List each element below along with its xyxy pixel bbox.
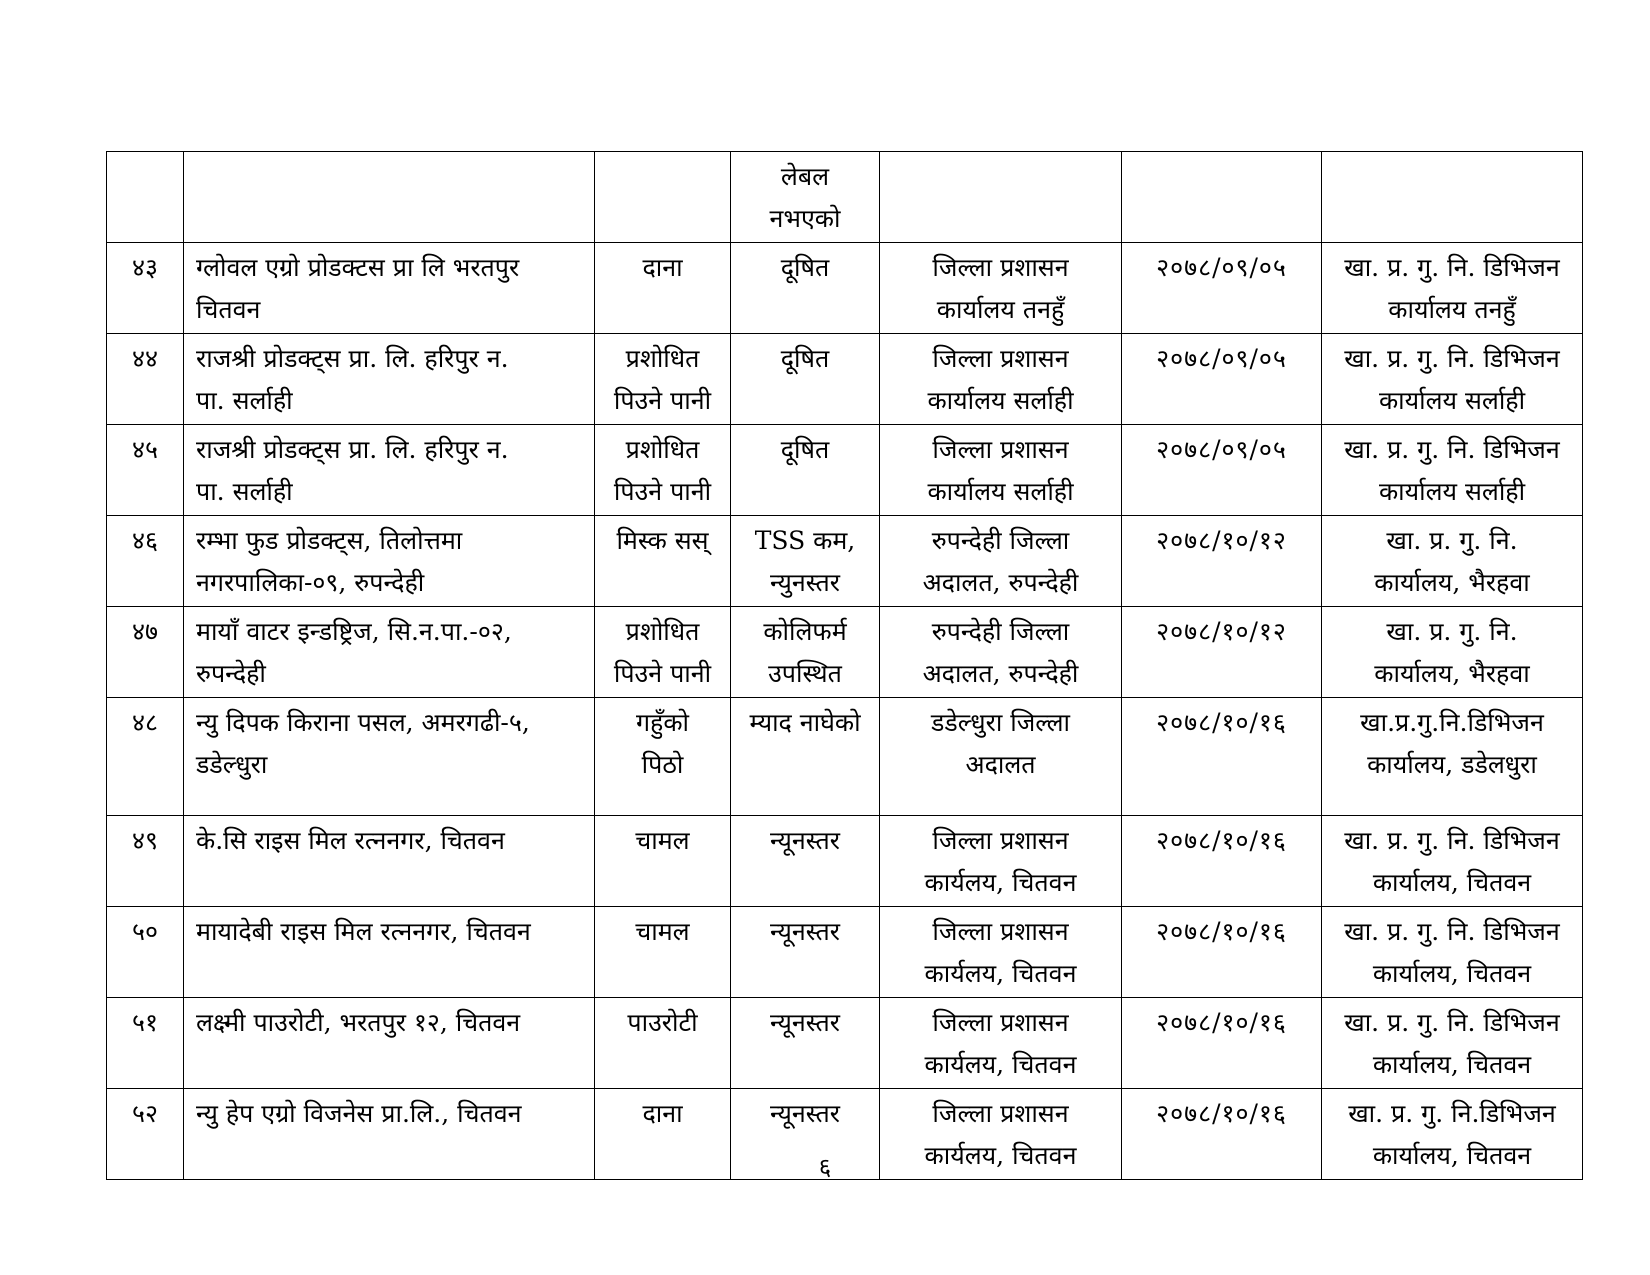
court-cell — [880, 907, 1122, 998]
serial-number-cell: ४७ — [107, 607, 184, 698]
firm-name-line: राजश्री प्रोडक्ट्स प्रा. लि. हरिपुर न. — [196, 435, 509, 464]
office-line: खा. प्र. गु. नि. — [1386, 617, 1518, 646]
product-line: प्रशोधित — [625, 435, 700, 464]
issue-line: लेबल — [780, 162, 830, 191]
product-line: प्रशोधित — [625, 617, 700, 646]
office-line: खा. प्र. गु. नि. डिभिजन — [1344, 344, 1560, 373]
product-cell — [595, 243, 731, 334]
office-cell — [1322, 998, 1583, 1089]
issue-line: न्यूनस्तर — [770, 826, 840, 855]
date-cell: २०७८/१०/१६ — [1122, 816, 1322, 907]
firm-name-line: डडेल्धुरा — [196, 750, 268, 779]
date-cell: २०७८/१०/१२ — [1122, 607, 1322, 698]
firm-name-cell — [184, 243, 595, 334]
firm-name-line: लक्ष्मी पाउरोटी, भरतपुर १२, चितवन — [196, 1008, 521, 1037]
date-cell: २०७८/०९/०५ — [1122, 425, 1322, 516]
court-line: कार्यालय सर्लाही — [927, 386, 1074, 415]
firm-name-cell — [184, 152, 595, 243]
firm-name-line: रम्भा फुड प्रोडक्ट्स, तिलोत्तमा — [196, 526, 463, 555]
firm-name-cell — [184, 816, 595, 907]
issue-line: दूषित — [780, 435, 830, 464]
office-line: कार्यालय, चितवन — [1372, 868, 1532, 897]
firm-name-cell — [184, 907, 595, 998]
court-cell — [880, 816, 1122, 907]
office-cell — [1322, 516, 1583, 607]
office-line: खा. प्र. गु. नि. डिभिजन — [1344, 917, 1560, 946]
date-cell: २०७८/१०/१६ — [1122, 698, 1322, 816]
office-line: कार्यालय, भैरहवा — [1374, 568, 1530, 597]
office-line: खा. प्र. गु. नि. — [1386, 526, 1518, 555]
office-line: कार्यालय, चितवन — [1372, 1141, 1532, 1170]
table-row — [107, 698, 1583, 816]
office-cell — [1322, 243, 1583, 334]
issue-cell — [731, 425, 880, 516]
office-line: कार्यालय, चितवन — [1372, 1050, 1532, 1079]
office-cell — [1322, 907, 1583, 998]
serial-number-cell: ५० — [107, 907, 184, 998]
product-line: दाना — [642, 1099, 683, 1128]
office-line: कार्यालय सर्लाही — [1378, 386, 1526, 415]
product-line: पिठो — [641, 750, 684, 779]
date-cell: २०७८/१०/१६ — [1122, 1089, 1322, 1180]
serial-number-cell: ४८ — [107, 698, 184, 816]
court-line: कार्यलय, चितवन — [924, 1141, 1077, 1170]
product-cell — [595, 907, 731, 998]
court-cell — [880, 334, 1122, 425]
issue-cell — [731, 607, 880, 698]
product-cell — [595, 152, 731, 243]
court-line: डडेल्धुरा जिल्ला — [931, 708, 1070, 737]
firm-name-line: मायादेबी राइस मिल रत्ननगर, चितवन — [196, 917, 531, 946]
issue-cell — [731, 334, 880, 425]
firm-name-line: न्यु दिपक किराना पसल, अमरगढी-५, — [196, 708, 530, 737]
serial-number-cell: ५२ — [107, 1089, 184, 1180]
issue-line: न्यूनस्तर — [770, 917, 840, 946]
issue-line: दूषित — [780, 253, 830, 282]
firm-name-line: ग्लोवल एग्रो प्रोडक्टस प्रा लि भरतपुर — [196, 253, 520, 282]
page-number: ६ — [818, 1153, 832, 1181]
serial-number-cell: ४९ — [107, 816, 184, 907]
firm-name-line: चितवन — [196, 295, 261, 324]
court-cell — [880, 607, 1122, 698]
issue-cell — [731, 698, 880, 816]
product-line: पिउने पानी — [613, 477, 712, 506]
issue-cell — [731, 243, 880, 334]
court-line: कार्यालय तनहुँ — [936, 295, 1065, 324]
court-cell — [880, 152, 1122, 243]
issue-cell — [731, 516, 880, 607]
data-table — [106, 151, 1583, 1180]
court-line: जिल्ला प्रशासन — [932, 826, 1069, 855]
product-line: मिस्क सस् — [616, 526, 709, 555]
court-line: जिल्ला प्रशासन — [932, 344, 1069, 373]
office-cell — [1322, 152, 1583, 243]
issue-cell — [731, 998, 880, 1089]
office-line: कार्यालय सर्लाही — [1378, 477, 1526, 506]
court-line: अदालत, रुपन्देही — [922, 568, 1079, 597]
firm-name-cell — [184, 607, 595, 698]
court-cell — [880, 516, 1122, 607]
firm-name-cell — [184, 516, 595, 607]
court-line: रुपन्देही जिल्ला — [931, 526, 1070, 555]
issue-line: म्याद नाघेको — [749, 708, 861, 737]
product-line: गहुँको — [635, 708, 690, 737]
office-line: कार्यालय, डडेलधुरा — [1367, 750, 1537, 779]
court-line: जिल्ला प्रशासन — [932, 253, 1069, 282]
office-line: खा.प्र.गु.नि.डिभिजन — [1360, 708, 1544, 737]
issue-line: न्यूनस्तर — [770, 1008, 840, 1037]
office-cell — [1322, 607, 1583, 698]
office-cell — [1322, 334, 1583, 425]
office-cell — [1322, 698, 1583, 816]
table-row — [107, 816, 1583, 907]
serial-number-cell: ४५ — [107, 425, 184, 516]
office-line: कार्यालय, चितवन — [1372, 959, 1532, 988]
serial-number-cell: ४४ — [107, 334, 184, 425]
office-line: कार्यालय तनहुँ — [1388, 295, 1516, 324]
date-cell: २०७८/१०/१६ — [1122, 998, 1322, 1089]
court-line: जिल्ला प्रशासन — [932, 1099, 1069, 1128]
serial-number-cell: ४३ — [107, 243, 184, 334]
issue-line: न्यूनस्तर — [770, 1099, 840, 1128]
date-cell: २०७८/०९/०५ — [1122, 334, 1322, 425]
issue-cell — [731, 816, 880, 907]
court-line: कार्यलय, चितवन — [924, 1050, 1077, 1079]
table-row — [107, 607, 1583, 698]
table-row — [107, 907, 1583, 998]
product-line: पिउने पानी — [613, 386, 712, 415]
firm-name-line: न्यु हेप एग्रो विजनेस प्रा.लि., चितवन — [196, 1099, 522, 1128]
firm-name-line: पा. सर्लाही — [196, 477, 293, 506]
product-line: पिउने पानी — [613, 659, 712, 688]
office-line: खा. प्र. गु. नि. डिभिजन — [1344, 1008, 1560, 1037]
issue-line: कोलिफर्म — [763, 617, 847, 646]
firm-name-cell — [184, 334, 595, 425]
office-line: खा. प्र. गु. नि. डिभिजन — [1344, 826, 1560, 855]
court-line: रुपन्देही जिल्ला — [931, 617, 1070, 646]
office-line: कार्यालय, भैरहवा — [1374, 659, 1530, 688]
table-body — [107, 152, 1583, 1180]
issue-line: उपस्थित — [768, 659, 842, 688]
firm-name-cell — [184, 425, 595, 516]
date-cell: २०७८/१०/१६ — [1122, 907, 1322, 998]
serial-number-cell: ४६ — [107, 516, 184, 607]
issue-line: दूषित — [780, 344, 830, 373]
product-cell — [595, 334, 731, 425]
court-line: अदालत — [965, 750, 1036, 779]
office-line: खा. प्र. गु. नि. डिभिजन — [1344, 435, 1560, 464]
product-line: पाउरोटी — [627, 1008, 698, 1037]
issue-cell — [731, 152, 880, 243]
date-cell: २०७८/१०/१२ — [1122, 516, 1322, 607]
court-line: कार्यलय, चितवन — [924, 868, 1077, 897]
court-cell — [880, 698, 1122, 816]
court-line: अदालत, रुपन्देही — [922, 659, 1079, 688]
firm-name-line: राजश्री प्रोडक्ट्स प्रा. लि. हरिपुर न. — [196, 344, 509, 373]
office-cell — [1322, 425, 1583, 516]
court-line: कार्यालय सर्लाही — [927, 477, 1074, 506]
product-line: चामल — [635, 917, 690, 946]
table-row — [107, 334, 1583, 425]
firm-name-line: नगरपालिका-०९, रुपन्देही — [196, 568, 425, 597]
product-cell — [595, 698, 731, 816]
court-line: जिल्ला प्रशासन — [932, 917, 1069, 946]
office-cell — [1322, 816, 1583, 907]
date-cell: २०७८/०९/०५ — [1122, 243, 1322, 334]
product-cell — [595, 516, 731, 607]
court-line: जिल्ला प्रशासन — [932, 1008, 1069, 1037]
firm-name-cell — [184, 698, 595, 816]
serial-number-cell — [107, 152, 184, 243]
product-cell — [595, 816, 731, 907]
product-line: दाना — [642, 253, 683, 282]
court-line: जिल्ला प्रशासन — [932, 435, 1069, 464]
issue-line: न्युनस्तर — [770, 568, 840, 597]
court-cell — [880, 243, 1122, 334]
serial-number-cell: ५१ — [107, 998, 184, 1089]
issue-cell — [731, 907, 880, 998]
office-line: खा. प्र. गु. नि. डिभिजन — [1344, 253, 1560, 282]
table-row — [107, 243, 1583, 334]
product-cell — [595, 607, 731, 698]
table-row — [107, 152, 1583, 243]
product-cell — [595, 998, 731, 1089]
court-cell — [880, 425, 1122, 516]
firm-name-line: मायाँ वाटर इन्डष्ट्रिज, सि.न.पा.-०२, — [196, 617, 512, 646]
court-cell — [880, 998, 1122, 1089]
table-row — [107, 425, 1583, 516]
issue-line: नभएको — [769, 204, 841, 233]
firm-name-line: पा. सर्लाही — [196, 386, 293, 415]
court-line: कार्यलय, चितवन — [924, 959, 1077, 988]
product-line: प्रशोधित — [625, 344, 700, 373]
firm-name-cell — [184, 998, 595, 1089]
office-line: खा. प्र. गु. नि.डिभिजन — [1348, 1099, 1556, 1128]
product-line: चामल — [635, 826, 690, 855]
date-cell — [1122, 152, 1322, 243]
product-cell — [595, 425, 731, 516]
firm-name-line: रुपन्देही — [196, 659, 266, 688]
issue-line: TSS कम, — [754, 526, 856, 555]
table-row — [107, 516, 1583, 607]
table-row — [107, 998, 1583, 1089]
firm-name-line: के.सि राइस मिल रत्ननगर, चितवन — [196, 826, 505, 855]
